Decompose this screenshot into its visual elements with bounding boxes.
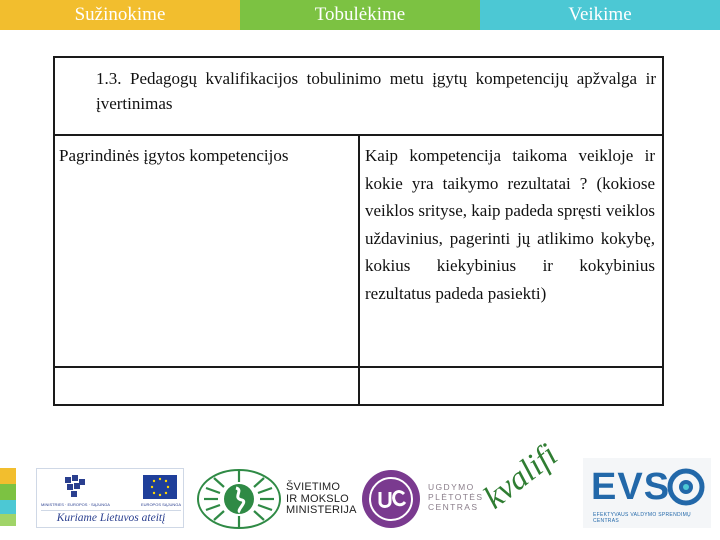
top-tab-bar — [0, 0, 720, 30]
table-heading: 1.3. Pedagogų kvalifikacijos tobulinimo metu įgytų kompetencijų apžvalga ir įvertinimas — [96, 69, 656, 113]
tab-tobulekime[interactable]: Tobulėkime — [240, 0, 480, 30]
empty-cell-left[interactable] — [55, 368, 360, 404]
color-strip-cyan — [0, 500, 16, 514]
ministry-logo-text: ŠVIETIMO IR MOKSLO MINISTERIJA — [286, 481, 357, 516]
color-strip-yellow — [0, 468, 16, 484]
column-header-application — [360, 136, 662, 368]
evs-logo-word: EVS — [591, 466, 671, 508]
empty-cell-right[interactable] — [360, 368, 662, 404]
color-strip-lightgreen — [0, 514, 16, 526]
evs-subtitle: EFEKTYVAUS VALDYMO SPRENDIMŲ CENTRAS — [593, 512, 691, 524]
ministry-seal-icon — [196, 468, 282, 530]
eu-label: EUROPOS SĄJUNGA — [141, 502, 182, 507]
esf-logo — [36, 468, 184, 528]
color-strip-green — [0, 484, 16, 500]
esf-org-label: MINISTRIES · EUROPOS · SĄJUNGA — [41, 502, 110, 507]
kvalifi-logo: kvalifi — [477, 437, 565, 517]
table-heading-row — [55, 58, 662, 136]
tab-veikime[interactable]: Veikime — [480, 0, 720, 30]
column-header-competencies — [55, 136, 360, 368]
upc-logo-text: UGDYMO PLĖTOTĖS CENTRAS — [428, 482, 484, 512]
upc-logo-icon — [360, 468, 422, 530]
column-header-left-text: Pagrindinės įgytos kompetencijos — [59, 146, 289, 165]
competency-table — [53, 56, 664, 406]
evs-logo — [583, 458, 711, 528]
tab-suzinokime[interactable]: Sužinokime — [0, 0, 240, 30]
esf-slogan: Kuriame Lietuvos ateitį — [41, 510, 181, 524]
column-header-right-text: Kaip kompetencija taikoma veikloje ir kokie yra taikymo rezultatai ? (kokiose veiklos srityse, kaip padeda spręsti veiklos uždavinius, pagerinti jų atlikimo kokybę, kokius kiekybinius ir kokybinius rezultatus padeda pasiekti) — [365, 146, 655, 303]
evs-target-icon — [667, 468, 705, 506]
